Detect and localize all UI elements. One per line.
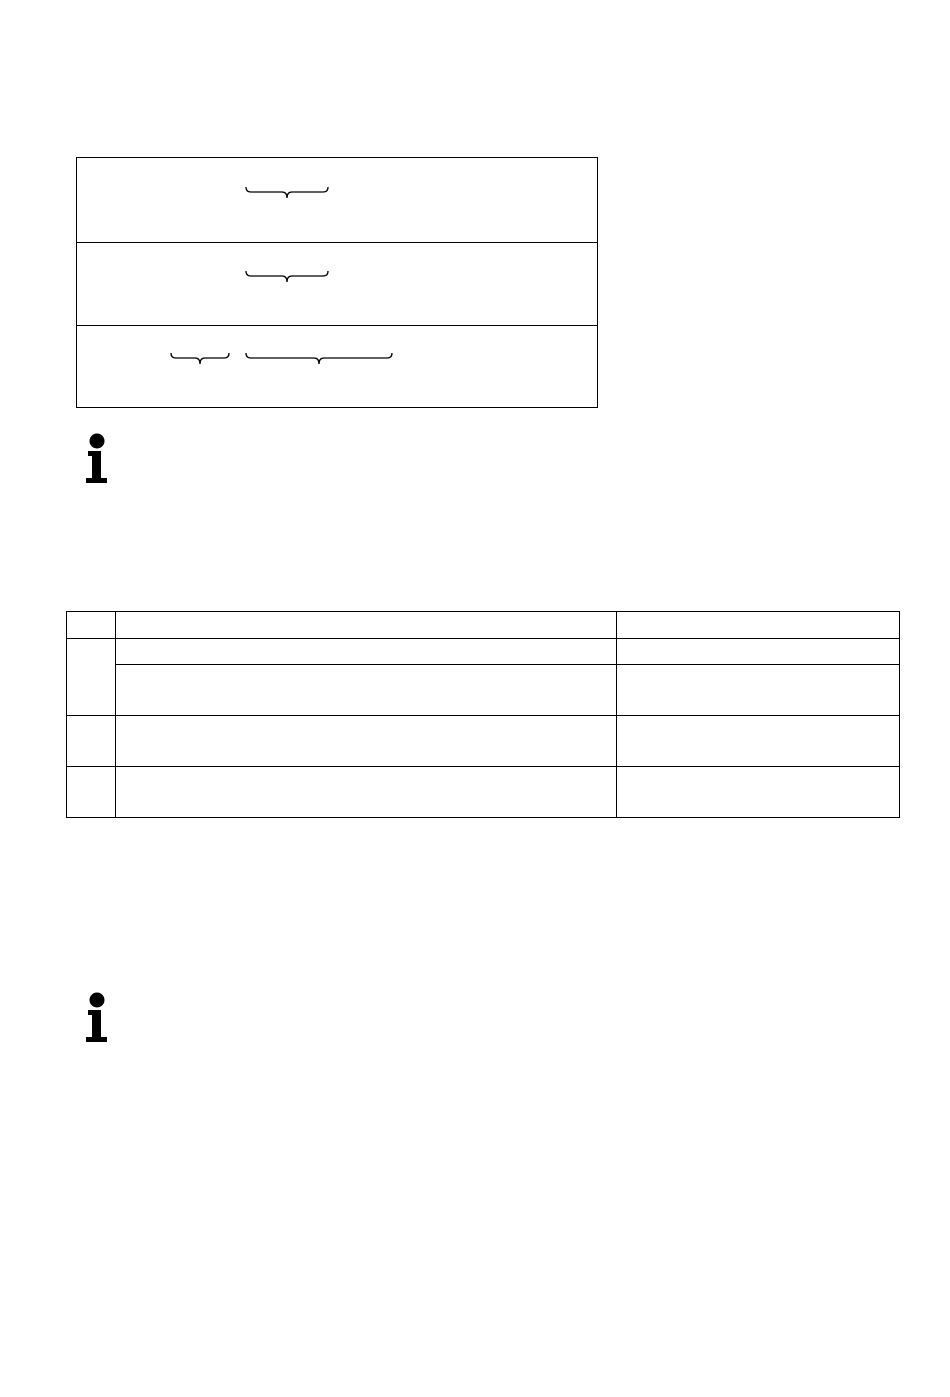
table-row-2-index [67, 715, 115, 766]
info-icon [82, 433, 112, 485]
table-row-1a-cell-value [616, 638, 900, 664]
underbrace-2 [245, 270, 329, 284]
table-row-3-index [67, 766, 115, 817]
bracket-row-2 [77, 242, 597, 326]
table-row-1a-cell-description [115, 638, 616, 664]
table-row-2-cell-value [616, 715, 900, 766]
bracket-row-3 [77, 325, 597, 409]
table-row-3-cell-value [616, 766, 900, 817]
bracket-row-1 [77, 158, 597, 242]
table-header-cell-index [67, 612, 115, 638]
table-row-1b-cell-value [616, 664, 900, 715]
bracket-diagram-box [76, 157, 598, 408]
underbrace-3-short [170, 352, 230, 366]
info-icon [82, 992, 112, 1044]
table-header-cell-description [115, 612, 616, 638]
underbrace-3-long [245, 352, 393, 366]
data-table [66, 611, 900, 818]
table-row-2-cell-description [115, 715, 616, 766]
underbrace-1 [245, 186, 329, 200]
table-row-1-index [67, 638, 115, 715]
table-row-1b-cell-description [115, 664, 616, 715]
table-header-cell-value [616, 612, 900, 638]
table-row-3-cell-description [115, 766, 616, 817]
